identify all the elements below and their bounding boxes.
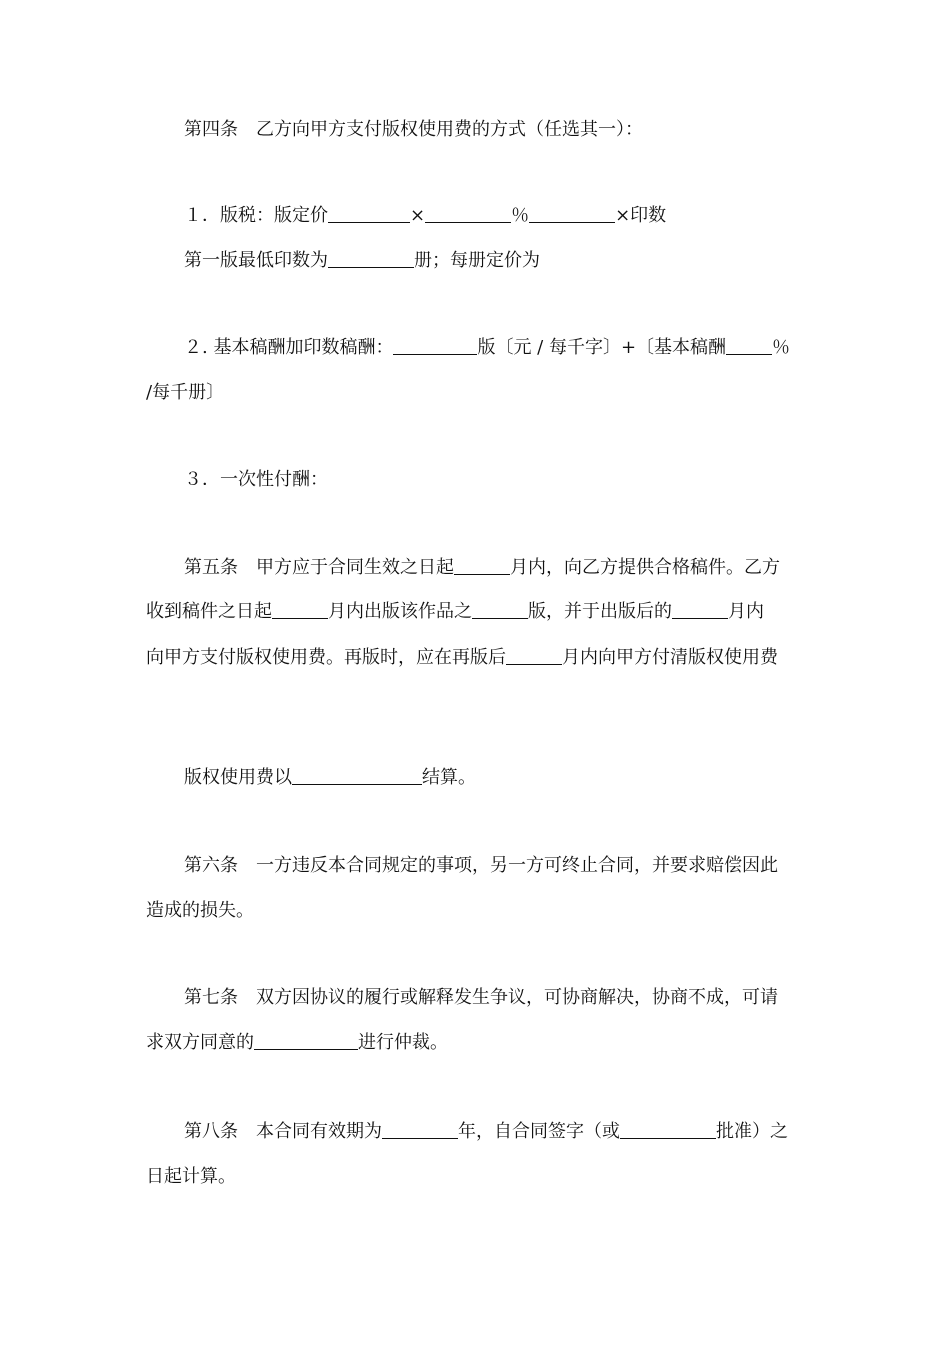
article-4-item-3: ３．一次性付酬： bbox=[184, 469, 328, 490]
article-4-title: 第四条 乙方向甲方支付版权使用费的方式（任选其一）： bbox=[184, 119, 643, 140]
art5-l2-b: 月内出版该作品之 bbox=[328, 601, 472, 622]
art8-l1-c: 批准）之 bbox=[716, 1121, 788, 1142]
rate-blank[interactable] bbox=[425, 204, 511, 223]
art5-l3-a: 向甲方支付版权使用费。再版时，应在再版后 bbox=[146, 647, 506, 668]
art5-l2-a: 收到稿件之日起 bbox=[146, 601, 272, 622]
article-7-line-1: 第七条 双方因协议的履行或解释发生争议，可协商解决，协商不成，可请 bbox=[184, 987, 778, 1008]
price-blank[interactable] bbox=[328, 204, 410, 223]
publish-months-blank[interactable] bbox=[272, 600, 328, 619]
item-1-text-d: ×印数 bbox=[615, 205, 667, 226]
article-6-line-2: 造成的损失。 bbox=[146, 900, 254, 921]
art7-l2-a: 求双方同意的 bbox=[146, 1032, 254, 1053]
article-6-line-1: 第六条 一方违反本合同规定的事项，另一方可终止合同，并要求赔偿因此 bbox=[184, 855, 778, 876]
arbitration-blank[interactable] bbox=[254, 1031, 358, 1050]
min-print-blank[interactable] bbox=[328, 249, 414, 268]
delivery-months-blank[interactable] bbox=[454, 556, 510, 575]
art8-l1-b: 年，自合同签字（或 bbox=[458, 1121, 620, 1142]
approval-blank[interactable] bbox=[620, 1120, 716, 1139]
art7-l2-b: 进行仲裁。 bbox=[358, 1032, 448, 1053]
factor-blank[interactable] bbox=[529, 204, 615, 223]
item-1-text-c: ％ bbox=[511, 205, 530, 226]
item-2-text-b: 版〔元 / 每千字〕+〔基本稿酬 bbox=[477, 337, 727, 358]
art5-l1-a: 第五条 甲方应于合同生效之日起 bbox=[184, 557, 454, 578]
item-2-text-c: ％ bbox=[772, 337, 791, 358]
reprint-months-blank[interactable] bbox=[506, 646, 562, 665]
validity-years-blank[interactable] bbox=[382, 1120, 458, 1139]
base-rate-blank[interactable] bbox=[726, 336, 772, 355]
article-4-item-2-line-2: /每千册〕 bbox=[146, 382, 225, 403]
item-2-text-a: ２. 基本稿酬加印数稿酬： bbox=[184, 337, 394, 358]
art5-l2-d: 月内 bbox=[728, 601, 764, 622]
item-1-line2-text-b: 册；每册定价为 bbox=[414, 250, 540, 271]
article-5-line-3 bbox=[146, 646, 778, 670]
art5-l4-b: 结算。 bbox=[422, 767, 476, 788]
edition-blank[interactable] bbox=[472, 600, 528, 619]
article-4-item-2 bbox=[184, 336, 790, 360]
art5-l2-c: 版，并于出版后的 bbox=[528, 601, 672, 622]
base-fee-blank[interactable] bbox=[393, 336, 477, 355]
article-5-line-1 bbox=[184, 556, 780, 580]
article-4-item-1-line-2 bbox=[184, 249, 540, 273]
art5-l3-b: 月内向甲方付清版权使用费 bbox=[562, 647, 778, 668]
article-8-line-1 bbox=[184, 1120, 788, 1144]
art8-l1-a: 第八条 本合同有效期为 bbox=[184, 1121, 382, 1142]
article-5-line-2 bbox=[146, 600, 764, 624]
item-1-text-b: × bbox=[410, 205, 426, 226]
art5-l1-b: 月内，向乙方提供合格稿件。乙方 bbox=[510, 557, 780, 578]
settlement-blank[interactable] bbox=[292, 766, 422, 785]
payment-months-blank[interactable] bbox=[672, 600, 728, 619]
item-1-text-a: １．版税：版定价 bbox=[184, 205, 328, 226]
article-5-line-4 bbox=[184, 766, 476, 790]
art5-l4-a: 版权使用费以 bbox=[184, 767, 292, 788]
article-4-item-1 bbox=[184, 204, 666, 228]
item-1-line2-text-a: 第一版最低印数为 bbox=[184, 250, 328, 271]
article-7-line-2 bbox=[146, 1031, 448, 1055]
article-8-line-2: 日起计算。 bbox=[146, 1166, 236, 1187]
